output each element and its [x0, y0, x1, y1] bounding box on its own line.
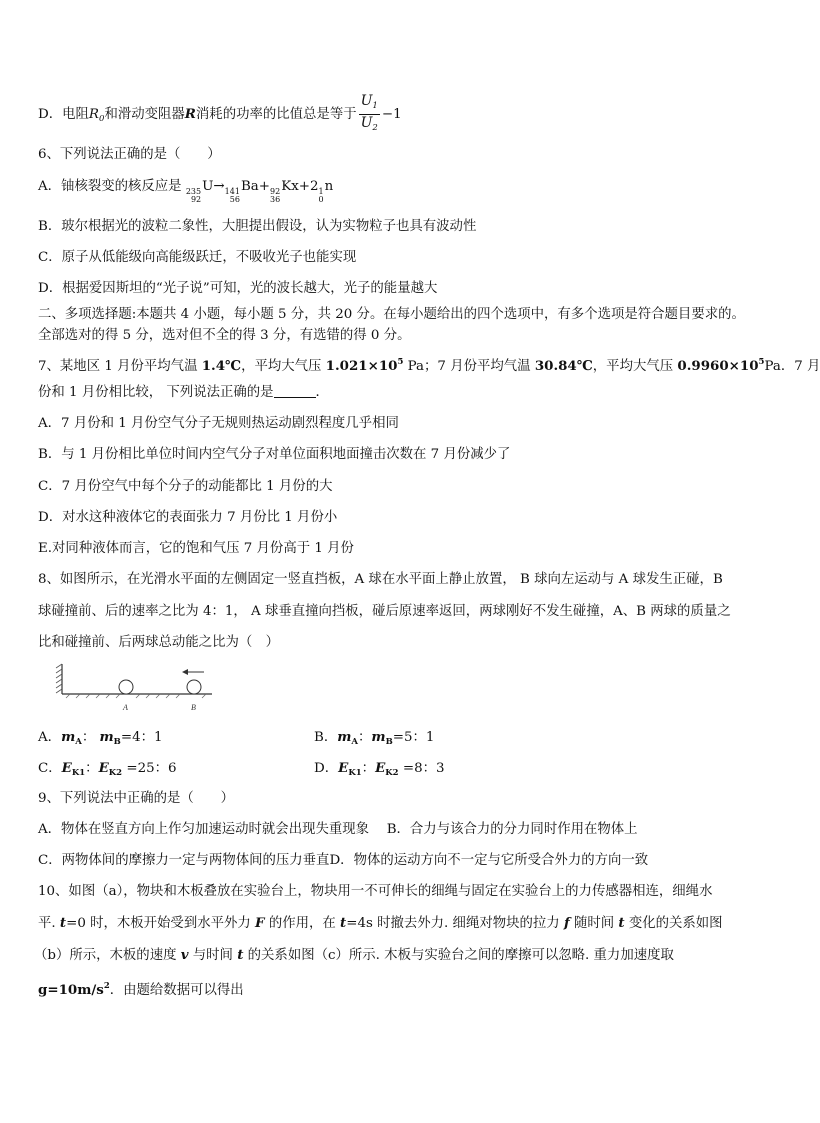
q5-d-mid: 和滑动变阻器 [104, 107, 185, 122]
q5-d-tail: −1 [381, 107, 402, 122]
q10-stem-line2: 平. t=0 时，木板开始受到水平外力 F 的作用，在 t=4s 时撤去外力. 细绳对物块的拉力 f 随时间 t 变化的关系如图 [38, 915, 723, 931]
q6-option-b: B．玻尔根据光的波粒二象性，大胆提出假设，认为实物粒子也具有波动性 [38, 219, 477, 234]
q7-option-e: E.对同种液体而言，它的饱和气压 7 月份高于 1 月份 [38, 541, 354, 556]
ball-b [187, 680, 201, 694]
q8-option-a: A．$m_A$： $m_B=4$：1 [38, 729, 163, 747]
q8-option-b: B．$m_A$：$m_B=5$：1 [314, 729, 435, 747]
q10-stem-line3: （b）所示，木板的速度 v 与时间 t 的关系如图（c）所示. 木板与实验台之间的摩擦可以忽略. 重力加速度取 [34, 947, 674, 963]
r-symbol: R [184, 106, 196, 122]
q7-stem-line1: 7、某地区 1 月份平均气温 1.4℃，平均大气压 $1.021\times 10^5$ Pa；7 月份平均气温 30.84℃，平均大气压 $0.9960\times 10^5Pa$．7 月 [38, 357, 820, 374]
label-b: B [191, 703, 196, 712]
q7-option-d: D．对水这种液体它的表面张力 7 月份比 1 月份小 [38, 510, 338, 525]
q9-options-cd: C．两物体间的摩擦力一定与两物体间的压力垂直D．物体的运动方向不一定与它所受合外力的方向一致 [38, 853, 649, 868]
barium-nuclide: 141 56 Ba [224, 179, 259, 204]
velocity-arrow [182, 669, 204, 675]
q7-option-b: B．与 1 月份相比单位时间内空气分子对单位面积地面撞击次数在 7 月份减少了 [38, 447, 511, 462]
q8-stem-line3: 比和碰撞前、后两球总动能之比为（ ） [38, 635, 280, 650]
q9-stem: 9、下列说法中正确的是（ ） [38, 791, 234, 806]
q9-options-ab: A．物体在竖直方向上作匀加速运动时就会出现失重现象 B．合力与该合力的分力同时作用在物体上 [38, 822, 638, 837]
reaction-arrow: → [213, 179, 225, 194]
collision-figure [52, 662, 232, 716]
q8-option-d: D．$E_{K1}$：$E_{K2} =8$：3 [314, 760, 445, 778]
answer-blank[interactable] [274, 385, 316, 398]
q6-stem: 6、下列说法正确的是（ ） [38, 147, 221, 162]
q5-option-d [38, 93, 402, 136]
ball-a [119, 680, 133, 694]
neutron-nuclide: 1 0 n [318, 179, 334, 204]
q5-d-prefix: D．电阻 [38, 107, 89, 122]
q7-stem-line2: 份和 1 月份相比较， 下列说法正确的是 ． [38, 385, 329, 400]
wall [56, 664, 62, 694]
q8-stem-line2: 球碰撞前、后的速率之比为 4：1， A 球垂直撞向挡板，碰后原速率返回，两球刚好不发生碰撞，A、B 两球的质量之 [38, 604, 731, 619]
q10-stem-line4: $g=10m/s^2$．由题给数据可以得出 [38, 981, 244, 998]
label-a: A [123, 703, 128, 712]
section2-line2: 全部选对的得 5 分，选对但不全的得 3 分，有选错的得 0 分。 [38, 328, 411, 343]
q6-option-c: C．原子从低能级向高能级跃迁，不吸收光子也能实现 [38, 250, 357, 265]
uranium-nuclide: 235 92 U [185, 179, 214, 204]
r0-symbol: $R_0$ [88, 107, 105, 124]
q6-option-d: D．根据爱因斯坦的“光子说”可知，光的波长越大，光子的能量越大 [38, 281, 438, 296]
q7-option-a: A．7 月份和 1 月份空气分子无规则热运动剧烈程度几乎相同 [38, 416, 399, 431]
ground [62, 694, 212, 698]
q7-option-c: C．7 月份空气中每个分子的动能都比 1 月份的大 [38, 479, 333, 494]
q5-d-mid2: 消耗的功率的比值总是等于 [195, 107, 357, 122]
krypton-nuclide: 92 36 Kx [270, 179, 299, 204]
section2-line1: 二、多项选择题:本题共 4 小题，每小题 5 分，共 20 分。在每小题给出的四个选项中，有多个选项是符合题目要求的。 [38, 307, 745, 322]
u-ratio-fraction: $\frac{U_1}{U_2}$ [360, 93, 378, 133]
q8-stem-line1: 8、如图所示，在光滑水平面的左侧固定一竖直挡板，A 球在水平面上静止放置， B 球向左运动与 A 球发生正碰，B [38, 572, 723, 587]
q8-option-c: C．$E_{K1}$：$E_{K2} =25$：6 [38, 760, 177, 778]
q10-stem-line1: 10、如图（a），物块和木板叠放在实验台上，物块用一不可伸长的细绳与固定在实验台上的力传感器相连，细绳水 [38, 884, 713, 899]
q6-option-a: A．铀核裂变的核反应是 235 92 U→ 141 56 Ba+ 92 36 Kx+2 1 0 n [38, 179, 334, 204]
